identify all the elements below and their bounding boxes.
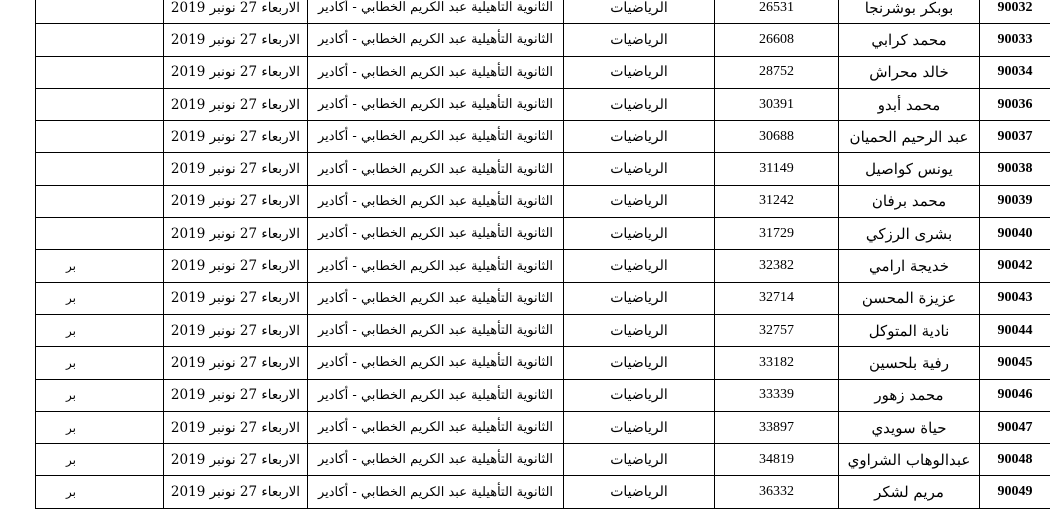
table-row bbox=[36, 0, 1050, 24]
exam-center-cell: الثانوية التأهيلية عبد الكريم الخطابي - أكادير bbox=[308, 56, 564, 88]
candidate-name-cell: عبد الرحيم الحميان bbox=[839, 121, 980, 153]
subject-cell: الرياضيات bbox=[564, 218, 715, 250]
candidate-id-cell: 90039 bbox=[980, 185, 1050, 217]
candidate-id-cell: 90047 bbox=[980, 411, 1050, 443]
exam-date-cell: الاربعاء 27 نونبر 2019 bbox=[164, 185, 308, 217]
subject-cell: الرياضيات bbox=[564, 56, 715, 88]
candidate-name-cell: بشرى الرزكي bbox=[839, 218, 980, 250]
candidate-name-cell: عزيزة المحسن bbox=[839, 282, 980, 314]
candidate-name-cell: محمد كرابي bbox=[839, 24, 980, 56]
subject-cell: الرياضيات bbox=[564, 250, 715, 282]
candidate-name-cell: يونس كواصيل bbox=[839, 153, 980, 185]
exam-date-cell: الاربعاء 27 نونبر 2019 bbox=[164, 56, 308, 88]
exam-center-cell: الثانوية التأهيلية عبد الكريم الخطابي - أكادير bbox=[308, 250, 564, 282]
exam-center-cell: الثانوية التأهيلية عبد الكريم الخطابي - أكادير bbox=[308, 282, 564, 314]
subject-cell: الرياضيات bbox=[564, 476, 715, 508]
note-cell bbox=[36, 218, 164, 250]
candidate-id-cell: 90045 bbox=[980, 347, 1050, 379]
note-cell: بر bbox=[36, 347, 164, 379]
exam-center-cell: الثانوية التأهيلية عبد الكريم الخطابي - أكادير bbox=[308, 379, 564, 411]
note-cell bbox=[36, 121, 164, 153]
candidate-name-cell: مريم لشكر bbox=[839, 476, 980, 508]
subject-cell: الرياضيات bbox=[564, 444, 715, 476]
exam-center-cell: الثانوية التأهيلية عبد الكريم الخطابي - أكادير bbox=[308, 411, 564, 443]
exam-date-cell: الاربعاء 27 نونبر 2019 bbox=[164, 314, 308, 346]
exam-date-cell: الاربعاء 27 نونبر 2019 bbox=[164, 444, 308, 476]
registration-number-cell: 28752 bbox=[715, 56, 839, 88]
candidate-id-cell: 90034 bbox=[980, 56, 1050, 88]
table-row bbox=[36, 379, 1050, 411]
exam-date-cell: الاربعاء 27 نونبر 2019 bbox=[164, 250, 308, 282]
exam-date-cell: الاربعاء 27 نونبر 2019 bbox=[164, 347, 308, 379]
exam-center-cell: الثانوية التأهيلية عبد الكريم الخطابي - أكادير bbox=[308, 24, 564, 56]
table-row bbox=[36, 314, 1050, 346]
exam-date-cell: الاربعاء 27 نونبر 2019 bbox=[164, 0, 308, 24]
registration-number-cell: 30391 bbox=[715, 88, 839, 120]
exam-date-cell: الاربعاء 27 نونبر 2019 bbox=[164, 476, 308, 508]
subject-cell: الرياضيات bbox=[564, 314, 715, 346]
subject-cell: الرياضيات bbox=[564, 185, 715, 217]
note-cell bbox=[36, 88, 164, 120]
exam-center-cell: الثانوية التأهيلية عبد الكريم الخطابي - أكادير bbox=[308, 88, 564, 120]
exam-center-cell: الثانوية التأهيلية عبد الكريم الخطابي - أكادير bbox=[308, 218, 564, 250]
table-row bbox=[36, 250, 1050, 282]
subject-cell: الرياضيات bbox=[564, 379, 715, 411]
subject-cell: الرياضيات bbox=[564, 24, 715, 56]
registration-number-cell: 32382 bbox=[715, 250, 839, 282]
note-cell bbox=[36, 185, 164, 217]
exam-date-cell: الاربعاء 27 نونبر 2019 bbox=[164, 411, 308, 443]
candidate-id-cell: 90038 bbox=[980, 153, 1050, 185]
exam-center-cell: الثانوية التأهيلية عبد الكريم الخطابي - أكادير bbox=[308, 153, 564, 185]
candidates-table bbox=[35, 0, 1050, 509]
table-row bbox=[36, 444, 1050, 476]
subject-cell: الرياضيات bbox=[564, 282, 715, 314]
note-cell: بر bbox=[36, 379, 164, 411]
note-cell: بر bbox=[36, 411, 164, 443]
candidate-name-cell: محمد زهور bbox=[839, 379, 980, 411]
note-cell: بر bbox=[36, 282, 164, 314]
exam-center-cell: الثانوية التأهيلية عبد الكريم الخطابي - أكادير bbox=[308, 476, 564, 508]
candidate-name-cell: حياة سويدي bbox=[839, 411, 980, 443]
subject-cell: الرياضيات bbox=[564, 0, 715, 24]
subject-cell: الرياضيات bbox=[564, 347, 715, 379]
table-row bbox=[36, 185, 1050, 217]
candidate-name-cell: خديجة ارامي bbox=[839, 250, 980, 282]
table-row bbox=[36, 411, 1050, 443]
exam-date-cell: الاربعاء 27 نونبر 2019 bbox=[164, 24, 308, 56]
candidate-name-cell: عبدالوهاب الشراوي bbox=[839, 444, 980, 476]
subject-cell: الرياضيات bbox=[564, 411, 715, 443]
candidate-id-cell: 90046 bbox=[980, 379, 1050, 411]
registration-number-cell: 26608 bbox=[715, 24, 839, 56]
table-body bbox=[36, 0, 1050, 508]
candidate-name-cell: خالد محراش bbox=[839, 56, 980, 88]
candidate-id-cell: 90032 bbox=[980, 0, 1050, 24]
candidate-name-cell: محمد أبدو bbox=[839, 88, 980, 120]
registration-number-cell: 32714 bbox=[715, 282, 839, 314]
exam-date-cell: الاربعاء 27 نونبر 2019 bbox=[164, 282, 308, 314]
candidate-name-cell: نادية المتوكل bbox=[839, 314, 980, 346]
table-row bbox=[36, 24, 1050, 56]
exam-center-cell: الثانوية التأهيلية عبد الكريم الخطابي - أكادير bbox=[308, 347, 564, 379]
table-row bbox=[36, 347, 1050, 379]
note-cell bbox=[36, 56, 164, 88]
candidate-id-cell: 90043 bbox=[980, 282, 1050, 314]
registration-number-cell: 31729 bbox=[715, 218, 839, 250]
registration-number-cell: 36332 bbox=[715, 476, 839, 508]
table-row bbox=[36, 121, 1050, 153]
subject-cell: الرياضيات bbox=[564, 153, 715, 185]
registration-number-cell: 31149 bbox=[715, 153, 839, 185]
registration-number-cell: 26531 bbox=[715, 0, 839, 24]
candidate-name-cell: بوبكر بوشرنجا bbox=[839, 0, 980, 24]
exam-center-cell: الثانوية التأهيلية عبد الكريم الخطابي - أكادير bbox=[308, 444, 564, 476]
candidate-id-cell: 90033 bbox=[980, 24, 1050, 56]
candidate-id-cell: 90049 bbox=[980, 476, 1050, 508]
exam-center-cell: الثانوية التأهيلية عبد الكريم الخطابي - أكادير bbox=[308, 0, 564, 24]
exam-date-cell: الاربعاء 27 نونبر 2019 bbox=[164, 88, 308, 120]
note-cell bbox=[36, 24, 164, 56]
note-cell: بر bbox=[36, 314, 164, 346]
exam-center-cell: الثانوية التأهيلية عبد الكريم الخطابي - أكادير bbox=[308, 185, 564, 217]
candidate-name-cell: محمد برفان bbox=[839, 185, 980, 217]
candidate-id-cell: 90037 bbox=[980, 121, 1050, 153]
registration-number-cell: 33182 bbox=[715, 347, 839, 379]
note-cell bbox=[36, 153, 164, 185]
exam-date-cell: الاربعاء 27 نونبر 2019 bbox=[164, 121, 308, 153]
table-row bbox=[36, 476, 1050, 508]
note-cell: بر bbox=[36, 444, 164, 476]
exam-center-cell: الثانوية التأهيلية عبد الكريم الخطابي - أكادير bbox=[308, 121, 564, 153]
subject-cell: الرياضيات bbox=[564, 121, 715, 153]
candidate-name-cell: رفية بلحسين bbox=[839, 347, 980, 379]
registration-number-cell: 33897 bbox=[715, 411, 839, 443]
candidate-id-cell: 90048 bbox=[980, 444, 1050, 476]
table-row bbox=[36, 153, 1050, 185]
subject-cell: الرياضيات bbox=[564, 88, 715, 120]
note-cell: بر bbox=[36, 476, 164, 508]
registration-number-cell: 32757 bbox=[715, 314, 839, 346]
registration-number-cell: 31242 bbox=[715, 185, 839, 217]
exam-date-cell: الاربعاء 27 نونبر 2019 bbox=[164, 153, 308, 185]
registration-number-cell: 34819 bbox=[715, 444, 839, 476]
candidate-id-cell: 90040 bbox=[980, 218, 1050, 250]
registration-number-cell: 33339 bbox=[715, 379, 839, 411]
candidate-id-cell: 90044 bbox=[980, 314, 1050, 346]
exam-date-cell: الاربعاء 27 نونبر 2019 bbox=[164, 218, 308, 250]
candidate-id-cell: 90042 bbox=[980, 250, 1050, 282]
registration-number-cell: 30688 bbox=[715, 121, 839, 153]
note-cell bbox=[36, 0, 164, 24]
table-row bbox=[36, 218, 1050, 250]
table-row bbox=[36, 282, 1050, 314]
exam-date-cell: الاربعاء 27 نونبر 2019 bbox=[164, 379, 308, 411]
table-row bbox=[36, 88, 1050, 120]
exam-center-cell: الثانوية التأهيلية عبد الكريم الخطابي - أكادير bbox=[308, 314, 564, 346]
note-cell: بر bbox=[36, 250, 164, 282]
table-row bbox=[36, 56, 1050, 88]
candidate-id-cell: 90036 bbox=[980, 88, 1050, 120]
